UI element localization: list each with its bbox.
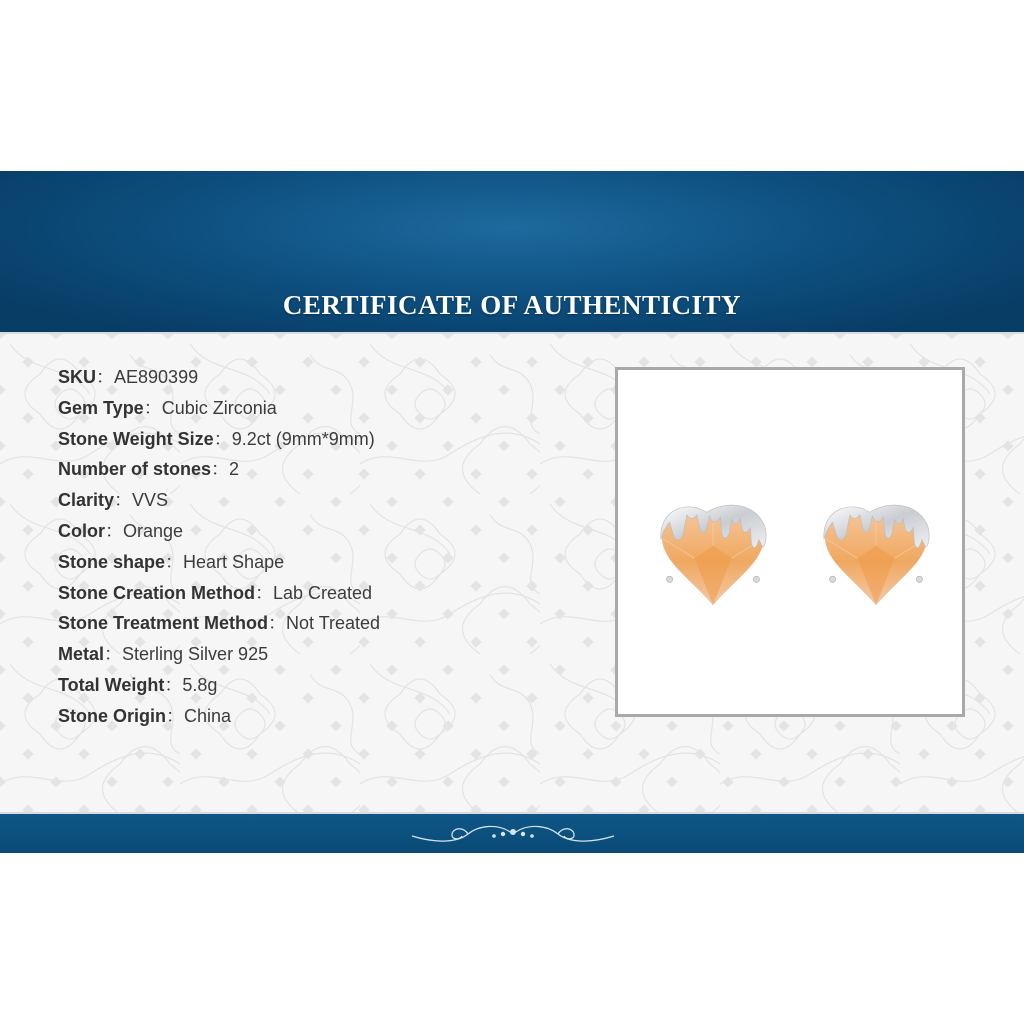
spec-row-clarity: Clarity：VVS — [58, 490, 169, 511]
spec-row-color: Color：Orange — [58, 520, 184, 541]
spec-row-stone-weight-size: Stone Weight Size：9.2ct (9mm*9mm) — [58, 428, 375, 449]
spec-row-stone-treatment-method: Stone Treatment Method：Not Treated — [58, 613, 381, 634]
spec-row-number-of-stones: Number of stones：2 — [58, 459, 240, 480]
specification-list — [58, 364, 598, 734]
spec-row-stone-creation-method: Stone Creation Method：Lab Created — [58, 582, 373, 603]
spec-row-gem-type: Gem Type：Cubic Zirconia — [58, 397, 277, 418]
spec-row-sku: SKU：AE890399 — [58, 367, 199, 387]
flourish-ornament-icon — [408, 820, 618, 848]
product-photo-frame — [615, 367, 965, 717]
heart-stud-earrings-image — [618, 370, 962, 714]
footer-banner — [0, 814, 1024, 853]
certificate-title: CERTIFICATE OF AUTHENTICITY — [282, 290, 742, 320]
spec-row-stone-shape: Stone shape：Heart Shape — [58, 551, 285, 572]
spec-row-stone-origin: Stone Origin：China — [58, 705, 232, 726]
spec-row-total-weight: Total Weight：5.8g — [58, 674, 218, 695]
spec-row-metal: Metal：Sterling Silver 925 — [58, 644, 269, 665]
